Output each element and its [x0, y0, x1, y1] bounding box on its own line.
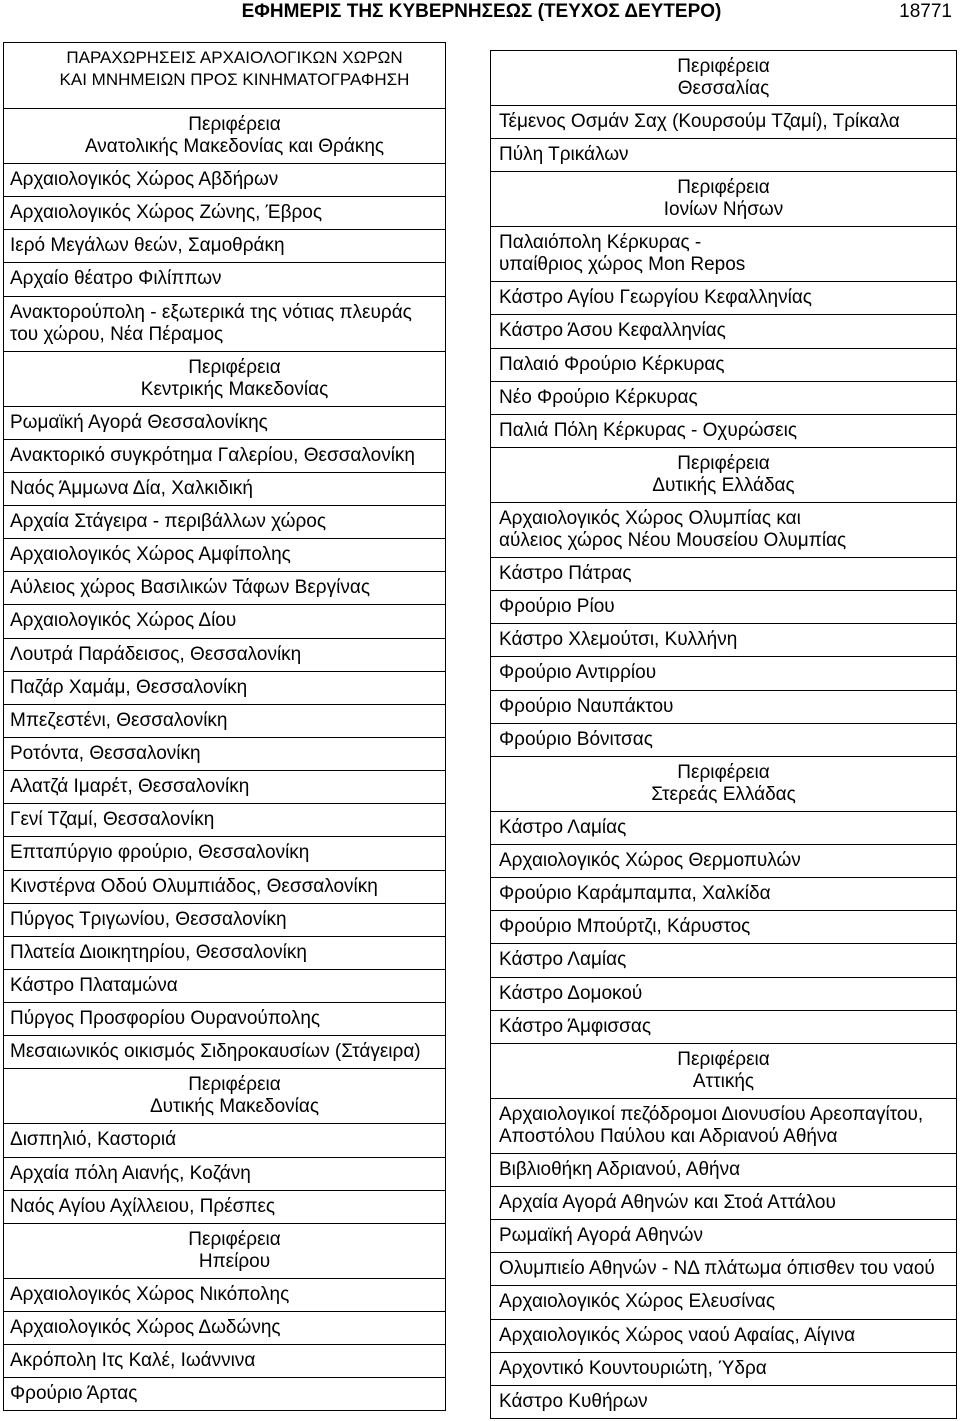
site-name: Φρούριο Αντιρρίου: [499, 662, 657, 684]
site-row: [491, 1286, 956, 1319]
region-header: [491, 1044, 956, 1099]
site-row: [4, 1279, 445, 1312]
region-label: Περιφέρεια: [677, 452, 770, 474]
region-label: Περιφέρεια: [188, 1074, 281, 1096]
site-row: [4, 605, 445, 638]
site-row: [4, 837, 445, 870]
site-name: Δισπηλιό, Καστοριά: [10, 1129, 177, 1151]
site-row: [491, 1099, 956, 1154]
site-row: [491, 349, 956, 382]
site-name: Ανακτορούπολη - εξωτερικά της νότιας πλευράς του χώρου, Νέα Πέραμος: [10, 301, 412, 345]
site-row: [4, 1003, 445, 1036]
site-name: Αρχαιολογικός Χώρος Δίου: [10, 610, 237, 632]
region-header: [4, 109, 445, 164]
site-row: [4, 705, 445, 738]
site-name: Ναός Άμμωνα Δία, Χαλκιδική: [10, 477, 253, 499]
site-row: [491, 503, 956, 558]
site-row: [4, 1312, 445, 1345]
site-row: [491, 657, 956, 690]
region-header: [4, 1224, 445, 1279]
site-row: [4, 804, 445, 837]
site-row: [491, 944, 956, 977]
site-row: [4, 1036, 445, 1069]
right-column-table: [490, 50, 957, 1419]
site-row: [491, 845, 956, 878]
site-row: [491, 591, 956, 624]
site-name: Αύλειος χώρος Βασιλικών Τάφων Βεργίνας: [10, 577, 370, 599]
site-name: Κάστρο Λαμίας: [499, 816, 627, 838]
site-row: [491, 878, 956, 911]
site-name: Φρούριο Άρτας: [10, 1383, 138, 1405]
site-name: Αρχαιολογικός Χώρος Ελευσίνας: [499, 1291, 776, 1313]
site-name: Μπεζεστένι, Θεσσαλονίκη: [10, 709, 228, 731]
site-name: Κάστρο Άμφισσας: [499, 1015, 652, 1037]
region-name: Κεντρικής Μακεδονίας: [140, 378, 329, 400]
site-row: [491, 1353, 956, 1386]
site-name: Κάστρο Δομοκού: [499, 982, 643, 1004]
region-label: Περιφέρεια: [677, 177, 770, 199]
site-row: [4, 1158, 445, 1191]
site-row: [4, 230, 445, 263]
region-header: [491, 448, 956, 503]
region-header: [491, 757, 956, 812]
site-row: [491, 415, 956, 448]
site-name: Τέμενος Οσμάν Σαχ (Κουρσούμ Τζαμί), Τρίκαλα: [499, 111, 900, 133]
site-name: Ιερό Μεγάλων θεών, Σαμοθράκη: [10, 235, 285, 257]
site-name: Κάστρο Αγίου Γεωργίου Κεφαλληνίας: [499, 287, 812, 309]
region-label: Περιφέρεια: [677, 1048, 770, 1070]
site-row: [491, 1320, 956, 1353]
page-number: 18771: [899, 1, 952, 22]
region-name: Ηπείρου: [198, 1250, 271, 1272]
site-row: [491, 1011, 956, 1044]
site-name: Φρούριο Ρίου: [499, 596, 615, 618]
region-label: Περιφέρεια: [188, 356, 281, 378]
site-row: [491, 1187, 956, 1220]
region-name: Αττικής: [692, 1070, 755, 1092]
site-name: Αρχαιολογικός Χώρος Θερμοπυλών: [499, 850, 801, 872]
site-row: [4, 672, 445, 705]
site-row: [491, 1154, 956, 1187]
site-name: Ολυμπιείο Αθηνών - ΝΔ πλάτωμα όπισθεν του ναού: [499, 1258, 935, 1280]
site-row: [491, 724, 956, 757]
site-row: [4, 1345, 445, 1378]
site-row: [4, 297, 445, 352]
site-row: [4, 639, 445, 672]
site-name: Αρχαιολογικός Χώρος Νικόπολης: [10, 1283, 290, 1305]
region-name: Δυτικής Ελλάδας: [652, 474, 795, 496]
region-name: Θεσσαλίας: [677, 78, 770, 99]
site-name: Ρωμαϊκή Αγορά Αθηνών: [499, 1225, 704, 1247]
site-row: [4, 738, 445, 771]
region-header: [4, 1069, 445, 1124]
site-row: [491, 558, 956, 591]
site-row: [4, 937, 445, 970]
site-name: Αρχαιολογικός Χώρος Δωδώνης: [10, 1317, 281, 1338]
site-name: Φρούριο Βόνιτσας: [499, 728, 653, 750]
site-name: Κάστρο Άσου Κεφαλληνίας: [499, 320, 726, 342]
site-name: Αρχαία πόλη Αιανής, Κοζάνη: [10, 1162, 251, 1184]
site-row: [4, 904, 445, 937]
region-label: Περιφέρεια: [188, 1228, 281, 1250]
site-row: [491, 315, 956, 348]
site-name: Αρχαιολογικός Χώρος ναού Αφαίας, Αίγινα: [499, 1324, 856, 1346]
site-name: Αρχοντικό Κουντουριώτη, Ύδρα: [499, 1357, 767, 1379]
site-row: [4, 539, 445, 572]
site-name: Μεσαιωνικός οικισμός Σιδηροκαυσίων (Στάγειρα): [10, 1041, 421, 1063]
site-name: Παλαιόπολη Κέρκυρας - υπαίθριος χώρος Mon Repos: [499, 232, 746, 276]
site-row: [491, 1253, 956, 1286]
site-name: Ρωμαϊκή Αγορά Θεσσαλονίκης: [10, 411, 268, 433]
site-name: Κάστρο Χλεμούτσι, Κυλλήνη: [499, 629, 738, 651]
site-row: [491, 282, 956, 315]
site-row: [4, 1124, 445, 1157]
site-name: Φρούριο Ναυπάκτου: [499, 695, 674, 717]
site-name: Ροτόντα, Θεσσαλονίκη: [10, 743, 201, 765]
site-name: Αρχαιολογικός Χώρος Ολυμπίας και αύλειος χώρος Νέου Μουσείου Ολυμπίας: [499, 507, 847, 551]
site-name: Ναός Αγίου Αχίλλειου, Πρέσπες: [10, 1195, 276, 1217]
site-row: [491, 624, 956, 657]
region-label: Περιφέρεια: [188, 114, 281, 135]
site-name: Βιβλιοθήκη Αδριανού, Αθήνα: [499, 1158, 741, 1180]
site-name: Αλατζά Ιμαρέτ, Θεσσαλονίκη: [10, 776, 250, 798]
region-label: Περιφέρεια: [677, 56, 770, 77]
site-name: Αρχαιολογικοί πεζόδρομοι Διονυσίου Αρεοπαγίτου, Αποστόλου Παύλου και Αδριανού Αθήνα: [499, 1103, 924, 1147]
site-row: [491, 691, 956, 724]
site-row: [491, 911, 956, 944]
site-row: [4, 572, 445, 605]
site-name: Αρχαιολογικός Χώρος Αβδήρων: [10, 169, 279, 191]
region-name: Δυτικής Μακεδονίας: [149, 1096, 320, 1118]
site-row: [4, 1191, 445, 1224]
region-name: Στερεάς Ελλάδας: [651, 783, 796, 805]
site-row: [4, 771, 445, 804]
site-name: Αρχαία Στάγειρα - περιβάλλων χώρος: [10, 511, 327, 533]
site-row: [491, 382, 956, 415]
site-name: Νέο Φρούριο Κέρκυρας: [499, 386, 698, 408]
site-row: [4, 970, 445, 1003]
site-row: [4, 164, 445, 197]
site-name: Κάστρο Πάτρας: [499, 563, 632, 585]
left-column-table: [3, 42, 446, 1411]
list-title: [4, 43, 445, 109]
list-title-line: ΠΑΡΑΧΩΡΗΣΕΙΣ ΑΡΧΑΙΟΛΟΓΙΚΩΝ ΧΩΡΩΝ: [66, 48, 403, 67]
list-title-line: ΚΑΙ ΜΝΗΜΕΙΩΝ ΠΡΟΣ ΚΙΝΗΜΑΤΟΓΡΑΦΗΣΗ: [59, 70, 410, 89]
site-name: Κάστρο Κυθήρων: [499, 1390, 648, 1412]
site-name: Κάστρο Πλαταμώνα: [10, 975, 178, 997]
site-row: [491, 139, 956, 172]
site-name: Φρούριο Καράμπαμπα, Χαλκίδα: [499, 883, 771, 905]
site-row: [4, 197, 445, 230]
site-name: Επταπύργιο φρούριο, Θεσσαλονίκη: [10, 842, 310, 864]
site-row: [491, 106, 956, 139]
site-name: Πύργος Προσφορίου Ουρανούπολης: [10, 1008, 321, 1030]
site-name: Παλιά Πόλη Κέρκυρας - Οχυρώσεις: [499, 419, 797, 441]
region-header: [491, 172, 956, 227]
site-name: Γενί Τζαμί, Θεσσαλονίκη: [10, 809, 215, 831]
site-row: [4, 871, 445, 904]
site-name: Λουτρά Παράδεισος, Θεσσαλονίκη: [10, 643, 302, 665]
site-row: [4, 407, 445, 440]
site-row: [4, 263, 445, 296]
site-name: Ακρόπολη Ιτς Καλέ, Ιωάννινα: [10, 1350, 256, 1372]
site-name: Ανακτορικό συγκρότημα Γαλερίου, Θεσσαλονίκη: [10, 444, 415, 466]
site-row: [4, 506, 445, 539]
site-name: Αρχαιολογικός Χώρος Αμφίπολης: [10, 544, 291, 566]
region-header: [491, 51, 956, 106]
site-row: [491, 812, 956, 845]
gazette-header-title: ΕΦΗΜΕΡΙΣ ΤΗΣ ΚΥΒΕΡΝΗΣΕΩΣ (ΤΕΥΧΟΣ ΔΕΥΤΕΡΟ): [241, 1, 722, 22]
site-name: Κάστρο Λαμίας: [499, 949, 627, 971]
site-name: Πύργος Τριγωνίου, Θεσσαλονίκη: [10, 908, 287, 930]
site-name: Πλατεία Διοικητηρίου, Θεσσαλονίκη: [10, 941, 307, 963]
region-name: Ανατολικής Μακεδονίας και Θράκης: [84, 136, 385, 157]
site-row: [491, 1386, 956, 1419]
site-row: [4, 1378, 445, 1411]
site-name: Κινστέρνα Οδού Ολυμπιάδος, Θεσσαλονίκη: [10, 875, 378, 897]
site-row: [491, 227, 956, 282]
site-name: Αρχαία Αγορά Αθηνών και Στοά Αττάλου: [499, 1192, 836, 1214]
site-row: [4, 440, 445, 473]
site-name: Αρχαιολογικός Χώρος Ζώνης, Έβρος: [10, 202, 323, 224]
site-row: [4, 473, 445, 506]
region-header: [4, 352, 445, 407]
site-name: Παλαιό Φρούριο Κέρκυρας: [499, 353, 725, 375]
region-name: Ιονίων Νήσων: [663, 199, 784, 221]
site-name: Πύλη Τρικάλων: [499, 144, 629, 166]
region-label: Περιφέρεια: [677, 761, 770, 783]
site-name: Φρούριο Μπούρτζι, Κάρυστος: [499, 916, 751, 938]
site-name: Αρχαίο θέατρο Φιλίππων: [10, 268, 222, 290]
site-name: Παζάρ Χαμάμ, Θεσσαλονίκη: [10, 676, 248, 698]
site-row: [491, 1220, 956, 1253]
site-row: [491, 978, 956, 1011]
